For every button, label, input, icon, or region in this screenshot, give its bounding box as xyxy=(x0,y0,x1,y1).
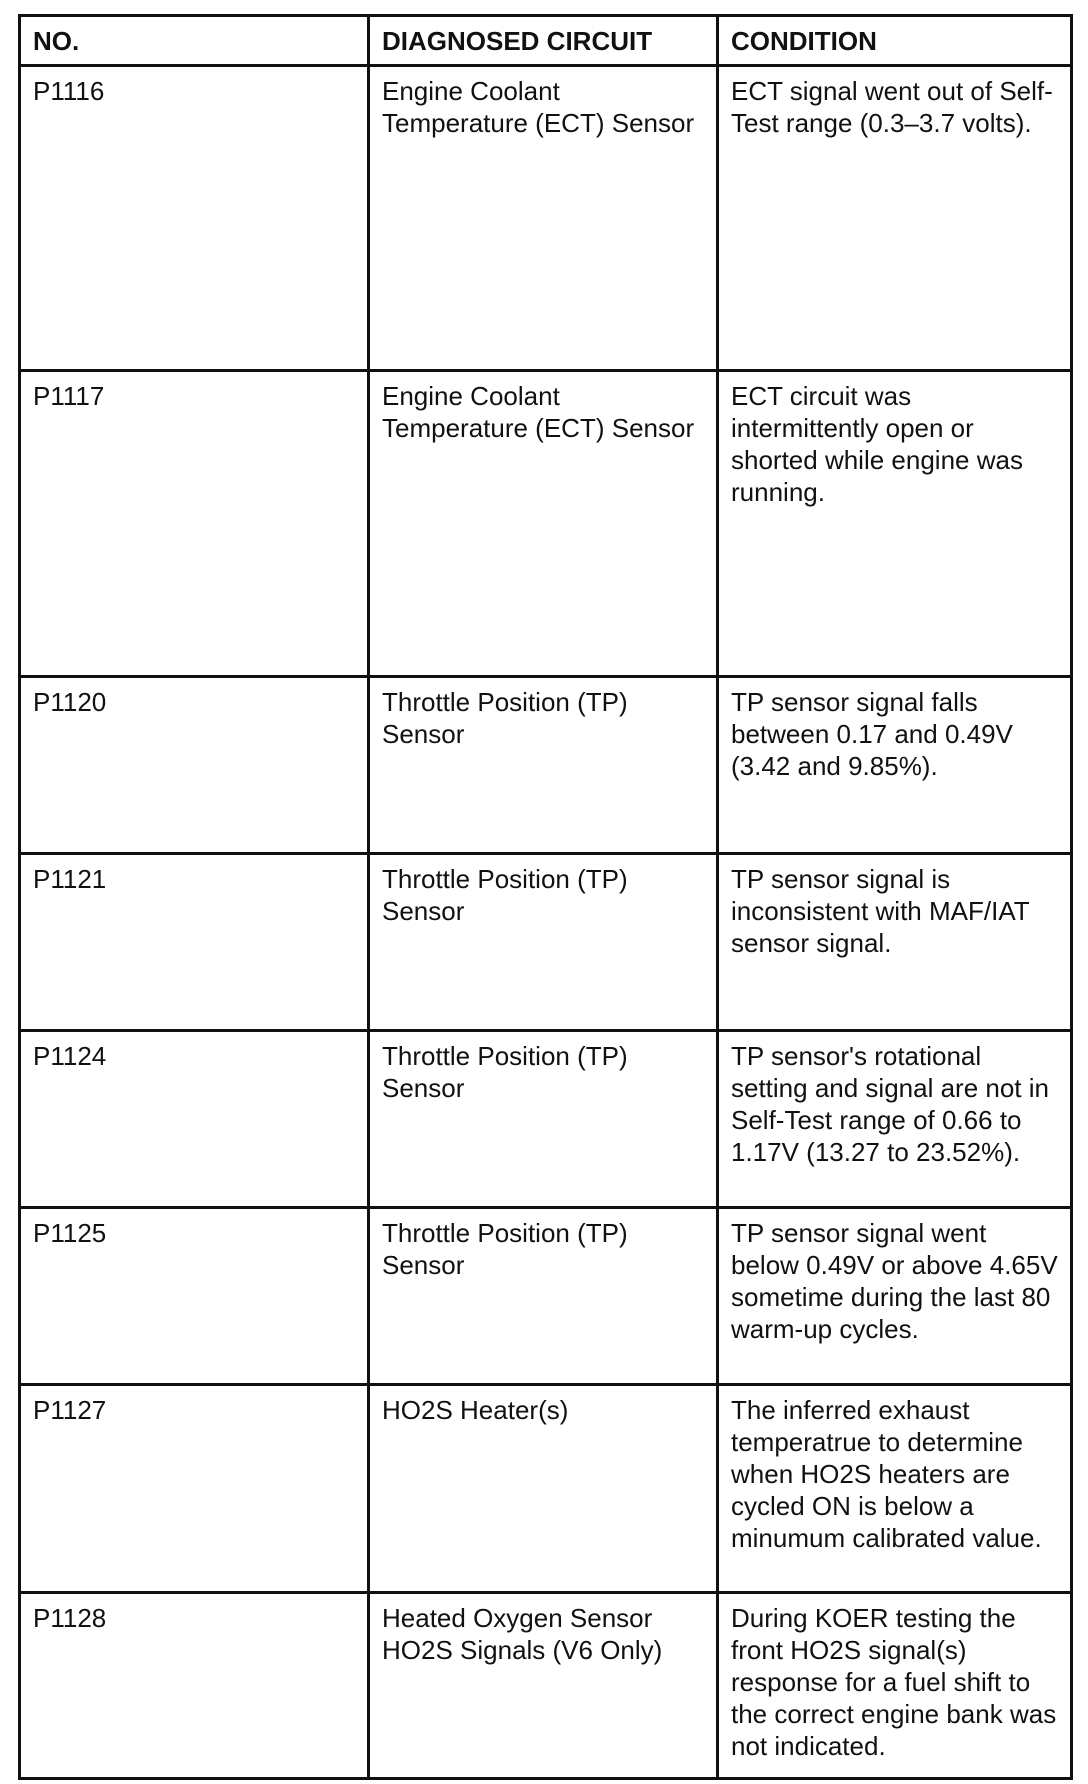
diagnostic-code-table xyxy=(18,14,1073,1780)
table-row xyxy=(20,1208,1072,1385)
circuit-cell: Engine Coolant Temperature (ECT) Sensor xyxy=(369,66,718,371)
header-no: NO. xyxy=(20,16,369,66)
circuit-cell: Throttle Position (TP) Sensor xyxy=(369,677,718,854)
circuit-cell: Throttle Position (TP) Sensor xyxy=(369,1208,718,1385)
table-row xyxy=(20,1031,1072,1208)
code-cell: P1127 xyxy=(20,1385,369,1593)
circuit-cell: Engine Coolant Temperature (ECT) Sensor xyxy=(369,371,718,677)
circuit-cell: Heated Oxygen Sensor HO2S Signals (V6 Only) xyxy=(369,1593,718,1779)
table-row xyxy=(20,371,1072,677)
code-cell: P1121 xyxy=(20,854,369,1031)
table-row xyxy=(20,66,1072,371)
code-cell: P1120 xyxy=(20,677,369,854)
table-row xyxy=(20,1385,1072,1593)
condition-cell: ECT signal went out of Self-Test range (0.3–3.7 volts). xyxy=(718,66,1072,371)
condition-cell: During KOER testing the front HO2S signal(s) response for a fuel shift to the correct engine bank was not indicated. xyxy=(718,1593,1072,1779)
condition-cell: TP sensor's rotational setting and signal are not in Self-Test range of 0.66 to 1.17V (13.27 to 23.52%). xyxy=(718,1031,1072,1208)
code-cell: P1116 xyxy=(20,66,369,371)
header-condition: CONDITION xyxy=(718,16,1072,66)
code-cell: P1125 xyxy=(20,1208,369,1385)
code-cell: P1124 xyxy=(20,1031,369,1208)
condition-cell: TP sensor signal falls between 0.17 and 0.49V (3.42 and 9.85%). xyxy=(718,677,1072,854)
circuit-cell: Throttle Position (TP) Sensor xyxy=(369,854,718,1031)
condition-cell: The inferred exhaust temperatrue to determine when HO2S heaters are cycled ON is below a minumum calibrated value. xyxy=(718,1385,1072,1593)
condition-cell: TP sensor signal went below 0.49V or above 4.65V sometime during the last 80 warm-up cycles. xyxy=(718,1208,1072,1385)
table-row xyxy=(20,677,1072,854)
header-row xyxy=(20,16,1072,66)
condition-cell: TP sensor signal is inconsistent with MAF/IAT sensor signal. xyxy=(718,854,1072,1031)
code-cell: P1117 xyxy=(20,371,369,677)
header-diagnosed-circuit: DIAGNOSED CIRCUIT xyxy=(369,16,718,66)
table-row xyxy=(20,854,1072,1031)
circuit-cell: HO2S Heater(s) xyxy=(369,1385,718,1593)
condition-cell: ECT circuit was intermittently open or shorted while engine was running. xyxy=(718,371,1072,677)
table-row xyxy=(20,1593,1072,1779)
circuit-cell: Throttle Position (TP) Sensor xyxy=(369,1031,718,1208)
code-cell: P1128 xyxy=(20,1593,369,1779)
